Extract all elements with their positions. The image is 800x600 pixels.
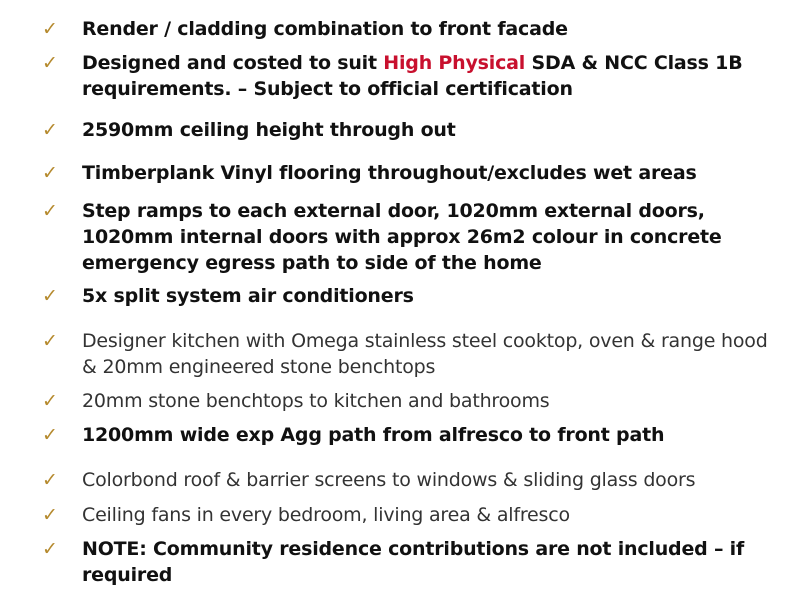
checkmark-icon: ✓ [42, 162, 58, 184]
item-text-before: Designed and costed to suit [82, 52, 384, 74]
checkmark-icon: ✓ [42, 538, 58, 560]
item-text-after: SDA & NCC Class 1B requirements. – Subject to official certification [82, 52, 743, 100]
checkmark-icon: ✓ [42, 424, 58, 446]
item-text: Ceiling fans in every bedroom, living area & alfresco [82, 504, 570, 526]
item-text: Designer kitchen with Omega stainless steel cooktop, oven & range hood & 20mm engineered stone benchtops [82, 330, 768, 378]
item-text: Timberplank Vinyl flooring throughout/excludes wet areas [82, 162, 697, 184]
item-text: NOTE: Community residence contributions are not included – if required [82, 538, 745, 586]
checkmark-icon: ✓ [42, 330, 58, 352]
item-text: 20mm stone benchtops to kitchen and bathrooms [82, 390, 550, 412]
item-text: 1200mm wide exp Agg path from alfresco to front path [82, 424, 665, 446]
checkmark-icon: ✓ [42, 119, 58, 141]
item-text: Render / cladding combination to front facade [82, 18, 568, 40]
checkmark-icon: ✓ [42, 52, 58, 74]
item-text: 2590mm ceiling height through out [82, 119, 456, 141]
item-text [82, 50, 772, 102]
checkmark-icon: ✓ [42, 18, 58, 40]
checkmark-icon: ✓ [42, 469, 58, 491]
checkmark-icon: ✓ [42, 200, 58, 222]
item-text: Colorbond roof & barrier screens to windows & sliding glass doors [82, 469, 696, 491]
checkmark-icon: ✓ [42, 390, 58, 412]
item-text: Step ramps to each external door, 1020mm external doors, 1020mm internal doors with approx 26m2 colour in concrete emergency egress path to side of the home [82, 200, 722, 274]
item-text: 5x split system air conditioners [82, 285, 414, 307]
checkmark-icon: ✓ [42, 504, 58, 526]
highlight-text: High Physical [383, 52, 526, 74]
checkmark-icon: ✓ [42, 285, 58, 307]
